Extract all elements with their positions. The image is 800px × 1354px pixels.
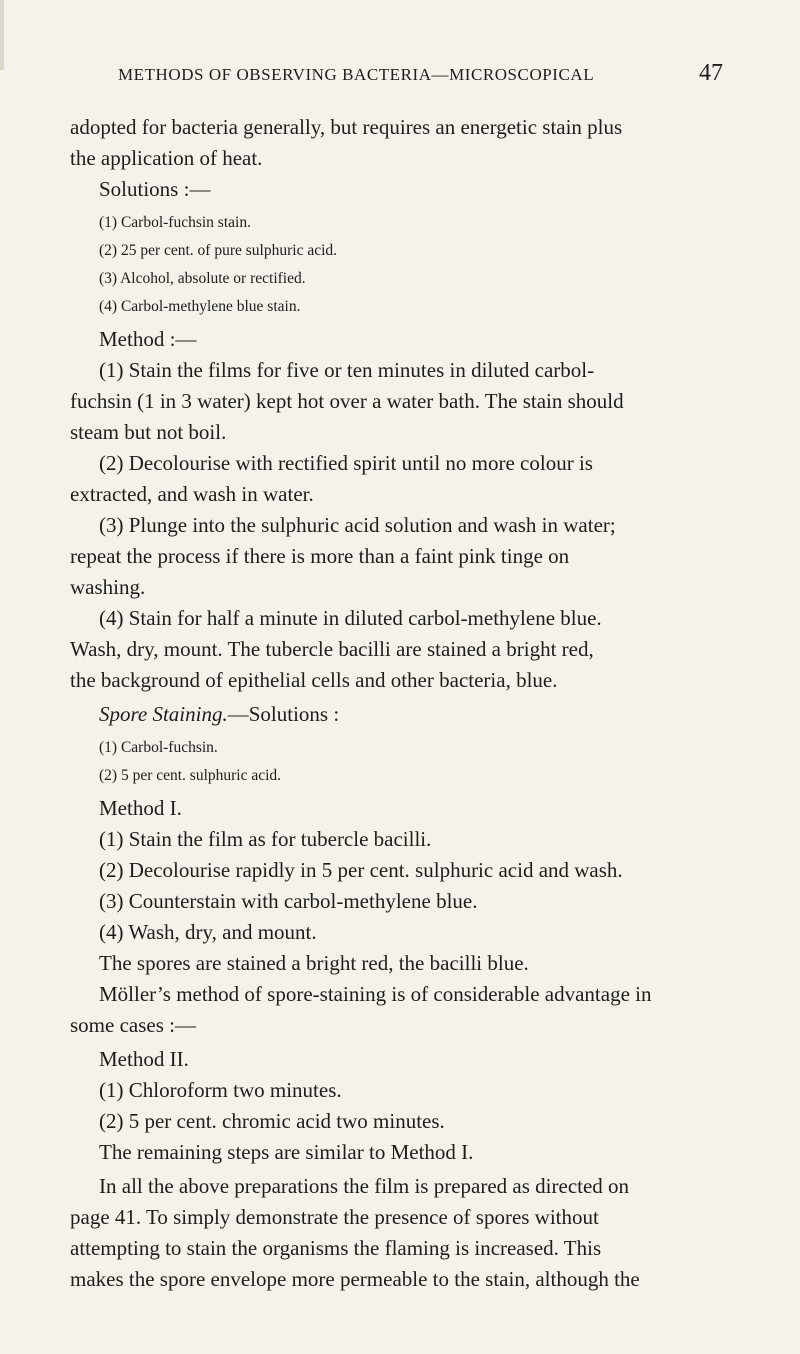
spore-solutions-list [99,734,740,790]
spore-staining-subtitle: —Solutions : [227,702,340,726]
moller-line-2: some cases :— [70,1013,196,1037]
moller-line-1: Möller’s method of spore-staining is of considerable advantage in [99,982,652,1006]
running-title: METHODS OF OBSERVING BACTERIA—MICROSCOPICAL [118,65,595,84]
method-two-step-2: (2) 5 per cent. chromic acid two minutes. [99,1109,445,1133]
method-step-2-line-1: (2) Decolourise with rectified spirit until no more colour is [99,451,593,475]
method-one-step-2: (2) Decolourise rapidly in 5 per cent. sulphuric acid and wash. [99,858,623,882]
method-step-1-line-2: fuchsin (1 in 3 water) kept hot over a water bath. The stain should [70,389,624,413]
solutions-heading: Solutions :— [99,177,211,201]
method-step-4-line-3: the background of epithelial cells and other bacteria, blue. [70,668,558,692]
method-step-3-line-2: repeat the process if there is more than a faint pink tinge on [70,544,570,568]
closing-line-3: attempting to stain the organisms the flaming is increased. This [70,1236,602,1260]
solutions-list [99,209,740,321]
method-one-step-4: (4) Wash, dry, and mount. [99,920,317,944]
method-one-step-1: (1) Stain the film as for tubercle bacilli. [99,827,432,851]
method-step-3-line-1: (3) Plunge into the sulphuric acid solution and wash in water; [99,513,616,537]
intro-line-1: adopted for bacteria generally, but requires an energetic stain plus [70,115,623,139]
method-one-step-3: (3) Counterstain with carbol-methylene blue. [99,889,478,913]
spore-staining-title: Spore Staining. [99,702,228,726]
solution-item-3: (3) Alcohol, absolute or rectified. [99,270,306,287]
page-number: 47 [699,60,723,86]
method-step-4-line-1: (4) Stain for half a minute in diluted carbol-methylene blue. [99,606,602,630]
method-two-note: The remaining steps are similar to Method I. [99,1140,474,1164]
solution-item-2: (2) 25 per cent. of pure sulphuric acid. [99,242,338,259]
solution-item-1: (1) Carbol-fuchsin stain. [99,214,251,231]
closing-line-2: page 41. To simply demonstrate the presence of spores without [70,1205,599,1229]
spore-staining-heading [70,699,740,730]
method-heading: Method :— [99,327,197,351]
method-step-1-line-1: (1) Stain the films for five or ten minutes in diluted carbol- [99,358,595,382]
method-two-step-1: (1) Chloroform two minutes. [99,1078,342,1102]
page-edge-shadow [0,0,4,70]
method-step-3-line-3: washing. [70,575,146,599]
spore-solution-item-1: (1) Carbol-fuchsin. [99,739,218,756]
intro-line-2: the application of heat. [70,146,263,170]
closing-line-1: In all the above preparations the film is prepared as directed on [99,1174,630,1198]
method-step-4-line-2: Wash, dry, mount. The tubercle bacilli are stained a bright red, [70,637,594,661]
running-header [118,62,723,90]
method-one-note: The spores are stained a bright red, the bacilli blue. [99,951,529,975]
closing-line-4: makes the spore envelope more permeable to the stain, although the [70,1267,640,1291]
spore-solution-item-2: (2) 5 per cent. sulphuric acid. [99,767,282,784]
method-step-1-line-3: steam but not boil. [70,420,227,444]
method-two-heading: Method II. [99,1047,189,1071]
solution-item-4: (4) Carbol-methylene blue stain. [99,298,301,315]
method-one-heading: Method I. [99,796,182,820]
page-content [70,112,740,1295]
method-step-2-line-2: extracted, and wash in water. [70,482,314,506]
